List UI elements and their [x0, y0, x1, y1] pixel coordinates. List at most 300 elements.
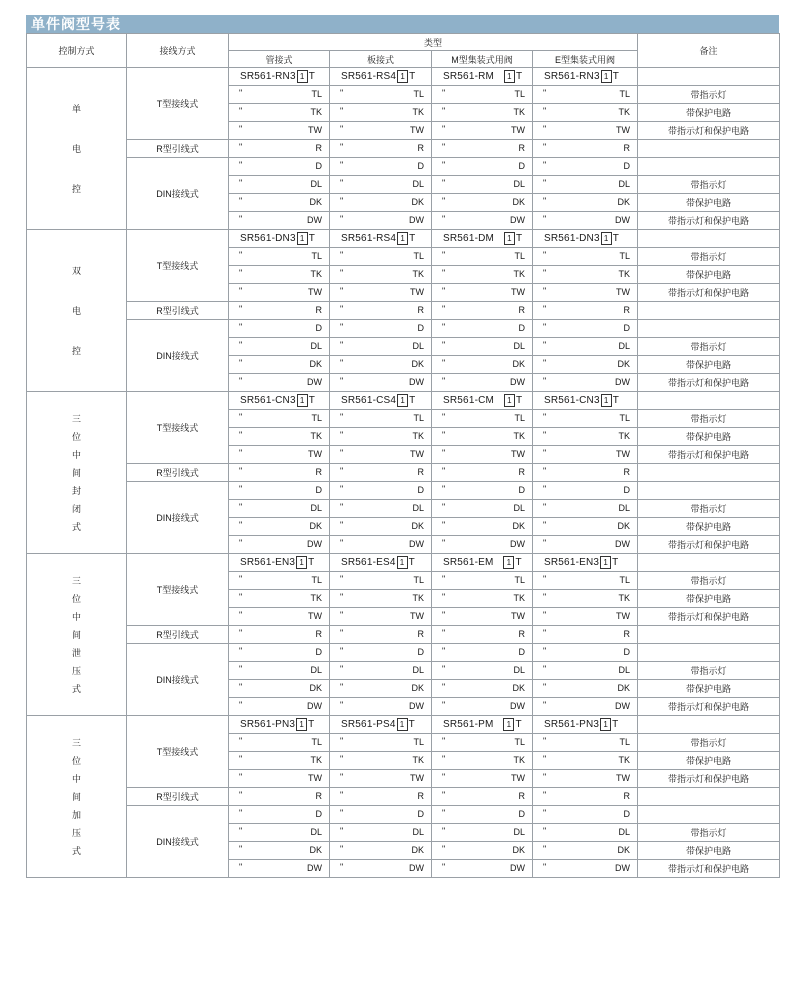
model-variant-suffix: R — [623, 629, 631, 639]
control-method-char: 加 — [71, 809, 81, 820]
ditto-mark: " — [340, 142, 344, 152]
model-cell — [229, 374, 330, 392]
ditto-mark: " — [340, 700, 344, 710]
model-cell — [432, 212, 533, 230]
model-cell — [330, 104, 432, 122]
model-variant-suffix: D — [315, 647, 322, 657]
ditto-mark: " — [340, 790, 344, 800]
option-box: 1 — [600, 556, 611, 569]
model-cell — [330, 320, 432, 338]
ditto-mark: " — [239, 538, 243, 548]
model-cell — [229, 104, 330, 122]
model-variant-suffix: TK — [310, 755, 322, 765]
model-variant-suffix: TL — [619, 413, 631, 423]
model-cell — [432, 284, 533, 302]
ditto-mark: " — [442, 610, 446, 620]
model-variant-suffix: D — [518, 161, 525, 171]
model-cell — [432, 320, 533, 338]
model-cell — [330, 626, 432, 644]
wiring-method-cell: T型接线式 — [127, 68, 229, 140]
model-cell — [432, 446, 533, 464]
model-cell — [330, 662, 432, 680]
table-row — [27, 68, 780, 86]
model-variant-suffix: DK — [411, 359, 424, 369]
model-variant-suffix: TW — [616, 287, 631, 297]
model-code — [341, 394, 415, 407]
model-variant-suffix: R — [623, 143, 631, 153]
model-variant-suffix: DK — [411, 845, 424, 855]
model-variant-suffix: D — [623, 323, 631, 333]
model-cell — [533, 194, 638, 212]
model-cell — [432, 230, 533, 248]
model-code — [443, 70, 522, 83]
model-variant-suffix: DK — [617, 521, 631, 531]
option-box: 1 — [397, 718, 408, 731]
model-cell — [533, 374, 638, 392]
model-cell — [330, 212, 432, 230]
model-variant-suffix: DW — [307, 539, 322, 549]
control-method-cell — [27, 392, 127, 554]
option-box: 1 — [397, 556, 408, 569]
wiring-method-cell: T型接线式 — [127, 230, 229, 302]
model-cell — [432, 428, 533, 446]
ditto-mark: " — [543, 484, 547, 494]
ditto-mark: " — [543, 268, 547, 278]
model-variant-suffix: TL — [413, 737, 424, 747]
model-cell — [533, 824, 638, 842]
model-variant-suffix: TW — [308, 449, 322, 459]
model-prefix: SR561-CN3 — [544, 395, 600, 406]
model-cell — [432, 698, 533, 716]
ditto-mark: " — [442, 592, 446, 602]
ditto-mark: " — [239, 340, 243, 350]
model-variant-suffix: TW — [511, 611, 525, 621]
model-cell — [432, 482, 533, 500]
ditto-mark: " — [239, 286, 243, 296]
ditto-mark: " — [543, 322, 547, 332]
model-variant-suffix: TK — [618, 107, 631, 117]
model-cell — [533, 464, 638, 482]
remark-cell — [638, 140, 780, 158]
ditto-mark: " — [239, 214, 243, 224]
model-suffix: T — [515, 557, 522, 568]
ditto-mark: " — [239, 844, 243, 854]
model-cell — [533, 554, 638, 572]
model-cell — [330, 734, 432, 752]
model-cell — [229, 518, 330, 536]
model-variant-suffix: TL — [514, 413, 525, 423]
model-variant-suffix: DK — [411, 197, 424, 207]
control-method-char: 闭 — [71, 503, 81, 514]
ditto-mark: " — [442, 466, 446, 476]
model-suffix: T — [308, 71, 316, 82]
model-cell — [533, 716, 638, 734]
model-variant-suffix: TK — [412, 593, 424, 603]
model-suffix: T — [612, 71, 620, 82]
ditto-mark: " — [340, 538, 344, 548]
model-suffix: T — [308, 557, 315, 568]
control-method-char: 控 — [71, 183, 81, 194]
model-cell — [229, 230, 330, 248]
model-prefix: SR561-CS4 — [341, 395, 397, 406]
model-cell — [229, 860, 330, 878]
remark-cell — [638, 68, 780, 86]
ditto-mark: " — [442, 304, 446, 314]
option-box: 1 — [297, 70, 308, 83]
model-cell — [330, 428, 432, 446]
model-cell — [229, 482, 330, 500]
model-cell — [533, 590, 638, 608]
option-box: 1 — [397, 70, 408, 83]
model-variant-suffix: R — [623, 305, 631, 315]
model-variant-suffix: TL — [619, 575, 631, 585]
remark-cell — [638, 230, 780, 248]
model-cell — [533, 248, 638, 266]
option-box: 1 — [503, 556, 514, 569]
table-row — [27, 626, 780, 644]
model-variant-suffix: TL — [514, 737, 525, 747]
model-cell — [229, 536, 330, 554]
model-cell — [330, 140, 432, 158]
remark-cell: 带指示灯 — [638, 248, 780, 266]
ditto-mark: " — [239, 196, 243, 206]
model-code — [544, 718, 618, 731]
control-method-char: 位 — [71, 755, 81, 766]
model-prefix: SR561-EN3 — [544, 557, 600, 568]
model-suffix: T — [612, 395, 620, 406]
ditto-mark: " — [239, 628, 243, 638]
model-cell — [229, 644, 330, 662]
ditto-mark: " — [442, 430, 446, 440]
model-cell — [229, 212, 330, 230]
model-prefix: SR561-RN3 — [544, 71, 600, 82]
table-row — [27, 554, 780, 572]
control-method-char: 间 — [71, 791, 81, 802]
ditto-mark: " — [543, 736, 547, 746]
ditto-mark: " — [442, 196, 446, 206]
table-row — [27, 464, 780, 482]
ditto-mark: " — [543, 160, 547, 170]
model-prefix: SR561-ES4 — [341, 557, 396, 568]
model-variant-suffix: D — [417, 809, 424, 819]
ditto-mark: " — [442, 736, 446, 746]
model-variant-suffix: TL — [514, 89, 525, 99]
model-cell — [432, 716, 533, 734]
ditto-mark: " — [442, 772, 446, 782]
model-variant-suffix: D — [417, 161, 424, 171]
model-cell — [432, 356, 533, 374]
model-cell — [229, 788, 330, 806]
remark-cell: 带指示灯和保护电路 — [638, 770, 780, 788]
model-cell — [229, 320, 330, 338]
wiring-method-cell: T型接线式 — [127, 392, 229, 464]
model-cell — [533, 536, 638, 554]
model-variant-suffix: DW — [510, 701, 525, 711]
table-row — [27, 716, 780, 734]
model-cell — [432, 824, 533, 842]
model-cell — [533, 158, 638, 176]
wiring-method-cell: R型引线式 — [127, 464, 229, 482]
model-variant-suffix: R — [518, 791, 525, 801]
control-method-char: 单 — [71, 103, 81, 114]
wiring-method-cell: T型接线式 — [127, 716, 229, 788]
model-cell — [330, 590, 432, 608]
model-cell — [229, 608, 330, 626]
model-cell — [330, 284, 432, 302]
model-cell — [330, 680, 432, 698]
model-cell — [533, 608, 638, 626]
model-variant-suffix: DL — [618, 341, 631, 351]
model-variant-suffix: TW — [308, 287, 322, 297]
model-cell — [330, 158, 432, 176]
model-code — [240, 394, 315, 407]
model-suffix: T — [612, 233, 620, 244]
model-cell — [330, 338, 432, 356]
model-variant-suffix: TK — [513, 593, 525, 603]
remark-cell: 带指示灯 — [638, 734, 780, 752]
ditto-mark: " — [543, 700, 547, 710]
ditto-mark: " — [543, 682, 547, 692]
model-suffix: T — [409, 395, 416, 406]
model-code — [443, 718, 522, 731]
ditto-mark: " — [543, 772, 547, 782]
model-variant-suffix: TW — [308, 773, 322, 783]
ditto-mark: " — [442, 160, 446, 170]
ditto-mark: " — [239, 178, 243, 188]
table-row — [27, 302, 780, 320]
model-variant-suffix: TK — [412, 107, 424, 117]
model-code — [240, 556, 314, 569]
model-cell — [432, 104, 533, 122]
remark-cell: 带指示灯和保护电路 — [638, 698, 780, 716]
ditto-mark: " — [239, 772, 243, 782]
ditto-mark: " — [543, 664, 547, 674]
model-cell — [432, 608, 533, 626]
model-prefix: SR561-PN3 — [544, 719, 600, 730]
ditto-mark: " — [442, 178, 446, 188]
ditto-mark: " — [543, 304, 547, 314]
ditto-mark: " — [442, 520, 446, 530]
model-variant-suffix: D — [417, 647, 424, 657]
remark-cell: 带保护电路 — [638, 266, 780, 284]
model-cell — [330, 464, 432, 482]
model-cell — [533, 806, 638, 824]
model-variant-suffix: TW — [410, 611, 424, 621]
model-code — [341, 718, 415, 731]
model-variant-suffix: TL — [413, 413, 424, 423]
model-cell — [229, 86, 330, 104]
model-variant-suffix: D — [518, 323, 525, 333]
model-variant-suffix: DW — [409, 701, 424, 711]
model-cell — [533, 734, 638, 752]
ditto-mark: " — [442, 214, 446, 224]
ditto-mark: " — [442, 358, 446, 368]
wiring-method-cell: DIN接线式 — [127, 158, 229, 230]
model-cell — [330, 644, 432, 662]
ditto-mark: " — [340, 862, 344, 872]
ditto-mark: " — [239, 268, 243, 278]
model-variant-suffix: DK — [512, 845, 525, 855]
model-prefix: SR561-RN3 — [240, 71, 296, 82]
remark-cell: 带保护电路 — [638, 752, 780, 770]
ditto-mark: " — [442, 268, 446, 278]
remark-cell — [638, 626, 780, 644]
ditto-mark: " — [543, 574, 547, 584]
model-variant-suffix: DL — [412, 665, 424, 675]
ditto-mark: " — [442, 322, 446, 332]
remark-cell — [638, 644, 780, 662]
option-box: 1 — [601, 232, 612, 245]
ditto-mark: " — [543, 214, 547, 224]
model-cell — [229, 428, 330, 446]
model-cell — [229, 284, 330, 302]
model-variant-suffix: DL — [412, 503, 424, 513]
ditto-mark: " — [340, 286, 344, 296]
model-variant-suffix: DW — [510, 863, 525, 873]
model-variant-suffix: DW — [409, 539, 424, 549]
remark-cell: 带指示灯和保护电路 — [638, 536, 780, 554]
model-variant-suffix: DK — [411, 683, 424, 693]
ditto-mark: " — [340, 610, 344, 620]
control-method-char: 封 — [71, 485, 81, 496]
ditto-mark: " — [239, 700, 243, 710]
model-cell — [533, 428, 638, 446]
model-variant-suffix: DK — [617, 845, 631, 855]
model-cell — [533, 266, 638, 284]
model-cell — [432, 266, 533, 284]
ditto-mark: " — [340, 592, 344, 602]
model-cell — [330, 770, 432, 788]
model-variant-suffix: R — [315, 305, 322, 315]
model-cell — [229, 194, 330, 212]
ditto-mark: " — [340, 628, 344, 638]
remark-cell: 带保护电路 — [638, 428, 780, 446]
model-code — [341, 232, 415, 245]
model-prefix: SR561-DN3 — [544, 233, 600, 244]
model-cell — [229, 662, 330, 680]
model-variant-suffix: DL — [513, 503, 525, 513]
model-variant-suffix: DL — [513, 827, 525, 837]
model-cell — [229, 842, 330, 860]
model-variant-suffix: DK — [309, 359, 322, 369]
model-variant-suffix: D — [417, 485, 424, 495]
model-variant-suffix: TK — [310, 269, 322, 279]
model-variant-suffix: DW — [409, 863, 424, 873]
model-cell — [533, 644, 638, 662]
wiring-method-cell: T型接线式 — [127, 554, 229, 626]
model-variant-suffix: R — [315, 791, 322, 801]
model-cell — [533, 482, 638, 500]
ditto-mark: " — [543, 430, 547, 440]
control-method-char: 式 — [71, 683, 81, 694]
control-method-cell — [27, 68, 127, 230]
remark-cell: 带指示灯 — [638, 176, 780, 194]
ditto-mark: " — [340, 520, 344, 530]
model-cell — [533, 770, 638, 788]
ditto-mark: " — [239, 484, 243, 494]
model-variant-suffix: TL — [514, 575, 525, 585]
table-row — [27, 230, 780, 248]
remark-cell — [638, 554, 780, 572]
model-cell — [432, 572, 533, 590]
model-variant-suffix: DW — [615, 863, 631, 873]
ditto-mark: " — [442, 826, 446, 836]
model-suffix: T — [516, 395, 523, 406]
model-cell — [229, 734, 330, 752]
model-variant-suffix: DK — [617, 359, 631, 369]
ditto-mark: " — [543, 448, 547, 458]
model-cell — [229, 140, 330, 158]
model-variant-suffix: DW — [615, 377, 631, 387]
control-method-char: 三 — [71, 413, 81, 424]
model-variant-suffix: DK — [617, 683, 631, 693]
model-variant-suffix: TK — [310, 107, 322, 117]
model-variant-suffix: TW — [308, 611, 322, 621]
control-method-char: 位 — [71, 593, 81, 604]
model-cell — [330, 266, 432, 284]
model-suffix: T — [308, 233, 316, 244]
model-variant-suffix: TW — [511, 773, 525, 783]
model-cell — [229, 590, 330, 608]
model-cell — [229, 68, 330, 86]
model-variant-suffix: R — [417, 305, 424, 315]
remark-cell — [638, 788, 780, 806]
model-cell — [432, 140, 533, 158]
model-variant-suffix: TK — [310, 431, 322, 441]
ditto-mark: " — [239, 754, 243, 764]
ditto-mark: " — [239, 304, 243, 314]
model-variant-suffix: TK — [618, 431, 631, 441]
ditto-mark: " — [442, 502, 446, 512]
wiring-method-cell: DIN接线式 — [127, 320, 229, 392]
ditto-mark: " — [340, 412, 344, 422]
model-cell — [330, 500, 432, 518]
model-variant-suffix: DW — [510, 539, 525, 549]
ditto-mark: " — [340, 268, 344, 278]
ditto-mark: " — [239, 322, 243, 332]
model-variant-suffix: DL — [310, 665, 322, 675]
model-variant-suffix: DW — [615, 215, 631, 225]
model-variant-suffix: TW — [511, 449, 525, 459]
model-variant-suffix: TW — [410, 773, 424, 783]
option-box: 1 — [296, 556, 307, 569]
model-variant-suffix: TK — [310, 593, 322, 603]
model-cell — [432, 248, 533, 266]
model-cell — [330, 752, 432, 770]
model-cell — [229, 698, 330, 716]
model-variant-suffix: TK — [513, 431, 525, 441]
table-row — [27, 788, 780, 806]
model-variant-suffix: TW — [410, 449, 424, 459]
model-cell — [330, 392, 432, 410]
model-cell — [330, 788, 432, 806]
model-cell — [432, 338, 533, 356]
model-cell — [229, 824, 330, 842]
model-cell — [533, 698, 638, 716]
model-cell — [533, 860, 638, 878]
model-suffix: T — [408, 557, 415, 568]
model-variant-suffix: D — [315, 485, 322, 495]
model-variant-suffix: D — [315, 323, 322, 333]
remark-cell: 带指示灯和保护电路 — [638, 284, 780, 302]
ditto-mark: " — [340, 448, 344, 458]
model-cell — [432, 860, 533, 878]
model-variant-suffix: DL — [310, 503, 322, 513]
ditto-mark: " — [442, 448, 446, 458]
model-variant-suffix: R — [623, 467, 631, 477]
ditto-mark: " — [239, 160, 243, 170]
model-cell — [533, 86, 638, 104]
